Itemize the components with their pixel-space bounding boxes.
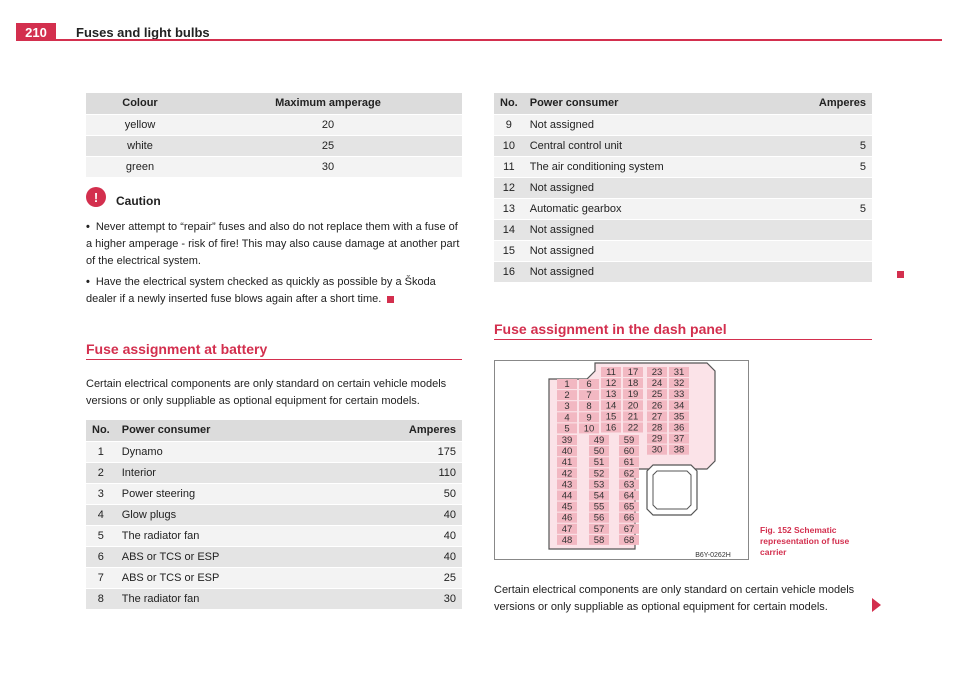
fuse-number: 31 xyxy=(673,367,685,378)
table-row xyxy=(494,156,872,177)
colour-amperage-table xyxy=(86,93,462,178)
power-consumer-cell: The radiator fan xyxy=(116,525,392,546)
table-row xyxy=(494,240,872,261)
page-number: 210 xyxy=(16,23,56,41)
fuse-number: 54 xyxy=(593,490,605,502)
fuse-number: 43 xyxy=(561,479,573,491)
fuse-number: 58 xyxy=(593,534,605,546)
amperage-cell: 30 xyxy=(194,156,462,177)
table-row xyxy=(86,504,462,525)
fuse-number: 39 xyxy=(561,435,573,446)
fuse-number-cell: 12 xyxy=(494,177,524,198)
amperes-cell xyxy=(810,177,872,198)
table-row xyxy=(494,219,872,240)
fuse-number: 6 xyxy=(586,379,592,390)
fuse-number: 17 xyxy=(627,367,639,378)
fuse-number: 62 xyxy=(623,468,635,480)
table-row xyxy=(86,156,462,177)
table-row xyxy=(86,483,462,504)
col-header-max-amperage: Maximum amperage xyxy=(194,93,462,114)
amperes-cell: 30 xyxy=(392,588,462,609)
amperes-cell: 40 xyxy=(392,525,462,546)
end-of-section-icon xyxy=(897,271,904,278)
fuse-number: 41 xyxy=(561,457,573,469)
fuse-number-cell: 14 xyxy=(494,219,524,240)
battery-section-heading: Fuse assignment at battery xyxy=(86,341,268,357)
power-consumer-cell: Interior xyxy=(116,462,392,483)
fuse-number: 22 xyxy=(627,422,639,434)
fuse-number-cell: 10 xyxy=(494,135,524,156)
fuse-number: 53 xyxy=(593,479,605,491)
col-header-amperes: Amperes xyxy=(392,420,462,441)
battery-intro: Certain electrical components are only standard on certain vehicle models versions or only suppliable as optional equipment for certain models. xyxy=(86,378,447,407)
col-header-amperes: Amperes xyxy=(810,93,872,114)
table-row xyxy=(86,441,462,462)
power-consumer-cell: Not assigned xyxy=(524,261,810,282)
table-row xyxy=(86,588,462,609)
fuse-number: 9 xyxy=(586,412,592,424)
fuse-number: 68 xyxy=(623,534,635,546)
section-divider xyxy=(86,359,462,360)
fuse-number-cell: 5 xyxy=(86,525,116,546)
col-header-no: No. xyxy=(86,420,116,441)
fuse-number-cell: 7 xyxy=(86,567,116,588)
fuse-number: 12 xyxy=(605,378,617,390)
fuse-number: 64 xyxy=(623,490,635,502)
fuse-number: 47 xyxy=(561,523,573,535)
fuse-number: 55 xyxy=(593,501,605,513)
fuse-number: 49 xyxy=(593,435,605,446)
fuse-number: 37 xyxy=(673,433,685,445)
fuse-number: 57 xyxy=(593,523,605,535)
power-consumer-cell: Automatic gearbox xyxy=(524,198,810,219)
fuse-number: 60 xyxy=(623,446,635,458)
amperes-cell: 5 xyxy=(810,198,872,219)
warning-icon: ! xyxy=(86,187,106,207)
fuse-number: 10 xyxy=(583,423,595,435)
fuse-number: 1 xyxy=(564,379,570,390)
fuse-number: 38 xyxy=(673,444,685,456)
fuse-number: 59 xyxy=(623,435,635,446)
fuse-number: 19 xyxy=(627,389,639,401)
fuse-number: 40 xyxy=(561,446,573,458)
table-row xyxy=(494,114,872,135)
amperes-cell: 50 xyxy=(392,483,462,504)
power-consumer-cell: ABS or TCS or ESP xyxy=(116,567,392,588)
fuse-number: 3 xyxy=(564,401,570,413)
fuse-number-cell: 4 xyxy=(86,504,116,525)
dash-fuse-table xyxy=(494,93,872,283)
fuse-number: 16 xyxy=(605,422,617,434)
caution-bullet xyxy=(86,219,466,270)
fuse-number: 66 xyxy=(623,512,635,524)
fuse-number: 44 xyxy=(561,490,573,502)
power-consumer-cell: Not assigned xyxy=(524,114,810,135)
fuse-number: 42 xyxy=(561,468,573,480)
fuse-number: 24 xyxy=(651,378,663,390)
fuse-number: 13 xyxy=(605,389,617,401)
fuse-number: 50 xyxy=(593,446,605,458)
power-consumer-cell: Not assigned xyxy=(524,240,810,261)
power-consumer-cell: The radiator fan xyxy=(116,588,392,609)
figure-code: B6Y-0262H xyxy=(695,552,731,559)
power-consumer-cell: Power steering xyxy=(116,483,392,504)
table-row xyxy=(494,135,872,156)
amperage-cell: 25 xyxy=(194,135,462,156)
fuse-number: 29 xyxy=(651,433,663,445)
fuse-number: 14 xyxy=(605,400,617,412)
caution-text-2: Have the electrical system checked as quickly as possible by a Škoda dealer if a newly inserted fuse blows again after a short time. xyxy=(86,276,436,305)
connector-socket xyxy=(647,465,697,515)
power-consumer-cell: ABS or TCS or ESP xyxy=(116,546,392,567)
fuse-number: 15 xyxy=(605,411,617,423)
fuse-number: 35 xyxy=(673,411,685,423)
fuse-number-cell: 8 xyxy=(86,588,116,609)
fuse-number-cell: 9 xyxy=(494,114,524,135)
bullet-icon: • xyxy=(86,221,90,233)
next-page-arrow-icon xyxy=(872,598,881,612)
fuse-number: 30 xyxy=(651,444,663,456)
amperes-cell xyxy=(810,219,872,240)
fuse-number: 11 xyxy=(606,367,616,378)
fuse-number-cell: 13 xyxy=(494,198,524,219)
fuse-number-cell: 3 xyxy=(86,483,116,504)
fuse-number-cell: 6 xyxy=(86,546,116,567)
fuse-number: 21 xyxy=(627,411,639,423)
amperage-cell: 20 xyxy=(194,114,462,135)
amperes-cell: 175 xyxy=(392,441,462,462)
fuse-number-cell: 2 xyxy=(86,462,116,483)
table-row xyxy=(86,114,462,135)
col-header-colour: Colour xyxy=(86,93,194,114)
power-consumer-cell: Not assigned xyxy=(524,177,810,198)
amperes-cell xyxy=(810,240,872,261)
amperes-cell: 5 xyxy=(810,156,872,177)
dash-intro: Certain electrical components are only standard on certain vehicle models versions or only suppliable as optional equipment for certain models. xyxy=(494,584,855,613)
power-consumer-cell: The air conditioning system xyxy=(524,156,810,177)
caution-label: Caution xyxy=(116,194,161,208)
fuse-number: 61 xyxy=(623,457,635,469)
fuse-number: 26 xyxy=(651,400,663,412)
caution-text-1: Never attempt to “repair” fuses and also do not replace them with a fuse of a higher amperage - risk of fire! This may also cause damage at another part of the electrical system. xyxy=(86,221,460,267)
fuse-number: 7 xyxy=(586,390,592,402)
fuse-number: 18 xyxy=(627,378,639,390)
caution-body xyxy=(86,219,466,312)
fuse-number: 32 xyxy=(673,378,685,390)
fuse-number: 52 xyxy=(593,468,605,480)
table-row xyxy=(86,462,462,483)
fuse-number: 63 xyxy=(623,479,635,491)
fuse-number: 48 xyxy=(561,534,573,546)
table-row xyxy=(494,198,872,219)
bullet-icon: • xyxy=(86,276,90,288)
amperes-cell: 110 xyxy=(392,462,462,483)
battery-fuse-table xyxy=(86,420,462,610)
table-row xyxy=(494,261,872,282)
table-row xyxy=(494,177,872,198)
fuse-number: 65 xyxy=(623,501,635,513)
fuse-number-cell: 15 xyxy=(494,240,524,261)
power-consumer-cell: Central control unit xyxy=(524,135,810,156)
amperes-cell: 40 xyxy=(392,546,462,567)
power-consumer-cell: Dynamo xyxy=(116,441,392,462)
fuse-number: 20 xyxy=(627,400,639,412)
power-consumer-cell: Glow plugs xyxy=(116,504,392,525)
fuse-number: 8 xyxy=(586,401,592,413)
col-header-no: No. xyxy=(494,93,524,114)
fuse-number: 36 xyxy=(673,422,685,434)
table-row xyxy=(86,567,462,588)
colour-cell: yellow xyxy=(86,114,194,135)
fuse-number-cell: 16 xyxy=(494,261,524,282)
fuse-number: 34 xyxy=(673,400,685,412)
colour-cell: white xyxy=(86,135,194,156)
fuse-number: 56 xyxy=(593,512,605,524)
amperes-cell: 5 xyxy=(810,135,872,156)
col-header-power-consumer: Power consumer xyxy=(116,420,392,441)
section-divider xyxy=(494,339,872,340)
colour-cell: green xyxy=(86,156,194,177)
fuse-number: 5 xyxy=(564,423,570,435)
caution-bullet xyxy=(86,274,466,308)
fuse-number: 67 xyxy=(623,523,635,535)
table-row xyxy=(86,525,462,546)
amperes-cell: 25 xyxy=(392,567,462,588)
fuse-number: 2 xyxy=(564,390,570,402)
table-row xyxy=(86,546,462,567)
fuse-number: 45 xyxy=(561,501,573,513)
power-consumer-cell: Not assigned xyxy=(524,219,810,240)
amperes-cell: 40 xyxy=(392,504,462,525)
fuse-number: 28 xyxy=(651,422,663,434)
fuse-number: 51 xyxy=(593,457,605,469)
table-row xyxy=(86,135,462,156)
header-divider xyxy=(16,39,942,41)
amperes-cell xyxy=(810,114,872,135)
dash-section-heading: Fuse assignment in the dash panel xyxy=(494,321,727,337)
figure-caption: Fig. 152 Schematic representation of fuse carrier xyxy=(760,525,850,557)
fuse-number: 27 xyxy=(651,411,663,423)
end-of-section-icon xyxy=(387,296,394,303)
fuse-number: 46 xyxy=(561,512,573,524)
fuse-number-cell: 11 xyxy=(494,156,524,177)
fuse-number: 23 xyxy=(651,367,663,378)
chapter-title: Fuses and light bulbs xyxy=(76,24,210,40)
fuse-number: 33 xyxy=(673,389,685,401)
fuse-number: 4 xyxy=(564,412,570,424)
caution-heading xyxy=(86,189,161,208)
fuse-number: 25 xyxy=(651,389,663,401)
fuse-number-cell: 1 xyxy=(86,441,116,462)
fuse-carrier-diagram xyxy=(495,361,748,559)
fuse-carrier-figure xyxy=(494,360,749,560)
amperes-cell xyxy=(810,261,872,282)
col-header-power-consumer: Power consumer xyxy=(524,93,810,114)
